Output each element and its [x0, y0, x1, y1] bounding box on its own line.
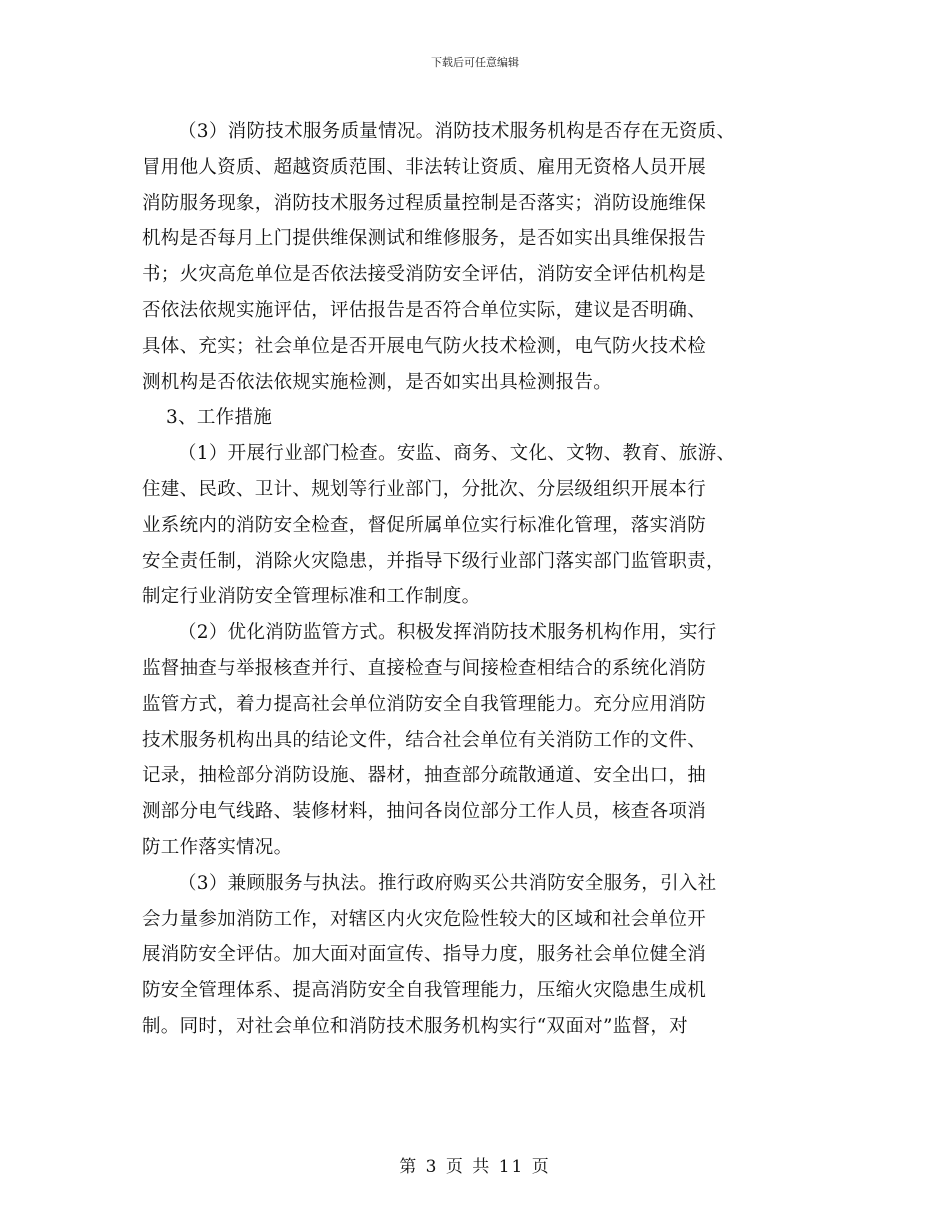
paragraph-line: 制定行业消防安全管理标准和工作制度。 — [142, 586, 481, 608]
header-note: 下载后可任意编辑 — [431, 56, 519, 69]
paragraph-line: 监督抽查与举报核查并行、直接检查与间接检查相结合的系统化消防 — [142, 657, 707, 679]
paragraph-line: 制。同时，对社会单位和消防技术服务机构实行“双面对”监督，对 — [142, 1015, 688, 1037]
paragraph-line: 监管方式，着力提高社会单位消防安全自我管理能力。充分应用消防 — [142, 693, 707, 715]
paragraph-line: 冒用他人资质、超越资质范围、非法转让资质、雇用无资格人员开展 — [142, 156, 707, 178]
paragraph-line: 住建、民政、卫计、规划等行业部门，分批次、分层级组织开展本行 — [142, 478, 707, 500]
paragraph-line: 消防服务现象，消防技术服务过程质量控制是否落实；消防设施维保 — [142, 192, 707, 214]
paragraph-line: 业系统内的消防安全检查，督促所属单位实行标准化管理，落实消防 — [142, 514, 707, 536]
paragraph-line: 防工作落实情况。 — [142, 836, 293, 858]
document-body — [142, 114, 822, 1045]
section-heading: 3、工作措施 — [166, 407, 273, 429]
paragraph-line: 技术服务机构出具的结论文件，结合社会单位有关消防工作的文件、 — [142, 729, 707, 751]
paragraph-line: 机构是否每月上门提供维保测试和维修服务，是否如实出具维保报告 — [142, 228, 707, 250]
paragraph-line: 会力量参加消防工作，对辖区内火灾危险性较大的区域和社会单位开 — [142, 908, 707, 930]
page-number: 第 3 页 共 11 页 — [399, 1157, 551, 1177]
paragraph-line: 测机构是否依法依规实施检测，是否如实出具检测报告。 — [142, 371, 613, 393]
paragraph-line: 具体、充实；社会单位是否开展电气防火技术检测，电气防火技术检 — [142, 335, 707, 357]
paragraph-line: 否依法依规实施评估，评估报告是否符合单位实际，建议是否明确、 — [142, 299, 707, 321]
paragraph-line: （3）兼顾服务与执法。推行政府购买公共消防安全服务，引入社 — [178, 872, 717, 894]
paragraph-line: 书；火灾高危单位是否依法接受消防安全评估，消防安全评估机构是 — [142, 264, 707, 286]
paragraph-line: （3）消防技术服务质量情况。消防技术服务机构是否存在无资质、 — [178, 121, 736, 142]
paragraph-line: 测部分电气线路、装修材料，抽问各岗位部分工作人员，核查各项消 — [142, 801, 707, 823]
paragraph-line: 记录，抽检部分消防设施、器材，抽查部分疏散通道、安全出口，抽 — [142, 765, 707, 787]
paragraph-line: （2）优化消防监管方式。积极发挥消防技术服务机构作用，实行 — [178, 622, 717, 644]
paragraph-line: 展消防安全评估。加大面对面宣传、指导力度，服务社会单位健全消 — [142, 944, 707, 966]
paragraph-line: 安全责任制，消除火灾隐患，并指导下级行业部门落实部门监管职责， — [142, 550, 725, 572]
paragraph-line: 防安全管理体系、提高消防安全自我管理能力，压缩火灾隐患生成机 — [142, 980, 707, 1002]
paragraph-line: （1）开展行业部门检查。安监、商务、文化、文物、教育、旅游、 — [178, 443, 736, 465]
